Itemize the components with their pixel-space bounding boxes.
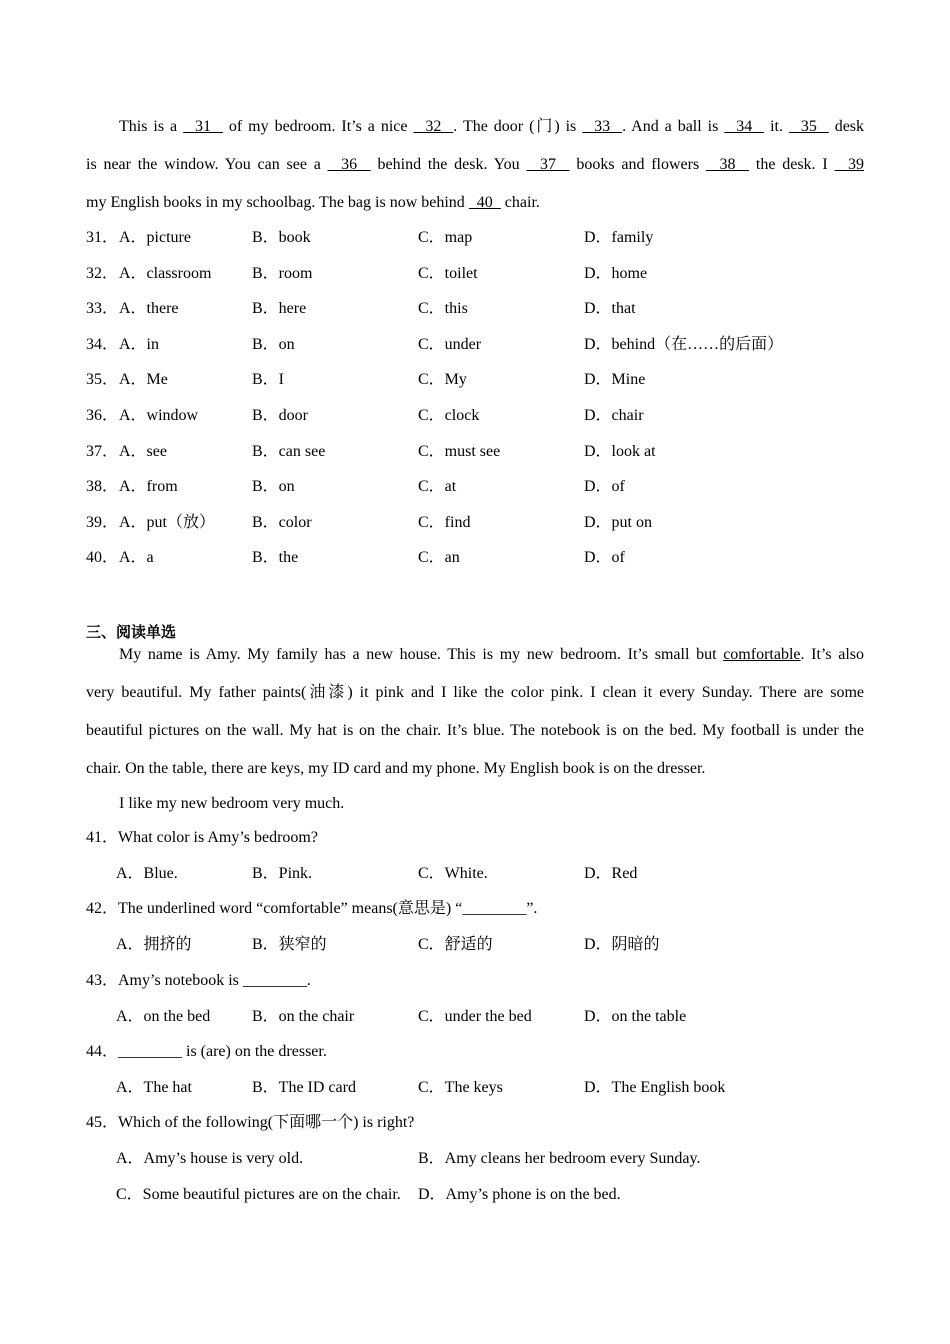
option-a[interactable]: A．see (119, 442, 167, 460)
option-d[interactable]: D．Red (584, 865, 638, 882)
blank-32: 32 (413, 118, 454, 135)
option-b[interactable]: B．Pink. (252, 865, 313, 882)
question-stem: 41．What color is Amy’s bedroom? (86, 829, 318, 846)
question-row (86, 297, 876, 321)
option-c[interactable]: C．My (418, 371, 467, 389)
text-segment: desk (828, 118, 865, 135)
cloze-line-1 (86, 108, 864, 146)
option-d[interactable]: D．home (584, 264, 648, 282)
text-segment: my English books in my schoolbag. The bag is now behind (86, 194, 469, 211)
question-row (86, 333, 876, 357)
option-a[interactable]: A．put（放） (119, 513, 216, 531)
question-row (86, 404, 876, 428)
question-number: 40． (86, 549, 119, 567)
option-d[interactable]: D．Mine (584, 371, 646, 389)
option-a[interactable]: A．The hat (116, 1079, 192, 1096)
option-a[interactable]: A．拥挤的 (116, 936, 192, 953)
question-number: 35． (86, 371, 119, 389)
option-b[interactable]: B．on the chair (252, 1008, 355, 1025)
option-b[interactable]: B．door (252, 407, 309, 424)
option-b[interactable]: B．can see (252, 442, 326, 460)
option-a[interactable]: A．classroom (119, 264, 212, 282)
option-b[interactable]: B．book (252, 229, 311, 246)
cloze-passage (86, 108, 864, 222)
reading-closing: I like my new bedroom very much. (119, 795, 345, 812)
option-c[interactable]: C．under the bed (418, 1008, 532, 1025)
text-segment: is near the window. You can see a (86, 156, 328, 173)
option-c[interactable]: C．The keys (418, 1079, 503, 1096)
option-d[interactable]: D．of (584, 478, 625, 496)
option-a[interactable]: A．Me (119, 371, 168, 389)
question-number: 39． (86, 513, 119, 531)
options-row (86, 1183, 876, 1207)
option-d[interactable]: D．Amy’s phone is on the bed. (418, 1185, 621, 1203)
text-segment: My name is Amy. My family has a new house. This is my new bedroom. It’s small but (119, 646, 724, 663)
option-b[interactable]: B．Amy cleans her bedroom every Sunday. (418, 1150, 701, 1167)
option-c[interactable]: C．must see (418, 442, 501, 460)
text-segment: the desk. I (749, 156, 835, 173)
options-row (86, 933, 876, 957)
question-stem: 42．The underlined word “comfortable” means(意思是) “________”. (86, 900, 538, 917)
text-segment: . And a ball is (622, 118, 725, 135)
question-stem: 45．Which of the following(下面哪一个) is right? (86, 1114, 415, 1131)
question-row (86, 511, 876, 535)
option-d[interactable]: D．on the table (584, 1008, 687, 1025)
option-c[interactable]: C．at (418, 478, 457, 496)
text-segment: it. (764, 118, 789, 135)
option-d[interactable]: D．The English book (584, 1079, 726, 1096)
blank-37: 37 (526, 156, 570, 173)
question-row (86, 262, 876, 286)
options-row (86, 1076, 876, 1100)
option-a[interactable]: A．in (119, 335, 160, 353)
option-d[interactable]: D．of (584, 549, 625, 567)
question-row (86, 475, 876, 499)
option-c[interactable]: C．find (418, 513, 471, 531)
question-number: 32． (86, 264, 119, 282)
option-d[interactable]: D．阴暗的 (584, 936, 660, 953)
question-number: 37． (86, 442, 119, 460)
reading-line-2: very beautiful. My father paints(油漆) it pink and I like the color pink. I clean it every Sunday. There are some (86, 684, 864, 701)
option-a[interactable]: A．picture (119, 229, 191, 246)
options-row (86, 1147, 876, 1171)
option-d[interactable]: D．behind（在……的后面） (584, 335, 784, 353)
option-b[interactable]: B．The ID card (252, 1079, 356, 1096)
option-a[interactable]: A．on the bed (116, 1008, 211, 1025)
cloze-line-2 (86, 146, 864, 184)
question-number: 34． (86, 335, 119, 353)
option-b[interactable]: B．the (252, 549, 299, 567)
text-segment: . It’s also (800, 646, 865, 663)
text-segment: books and flowers (569, 156, 706, 173)
option-a[interactable]: A．from (119, 478, 178, 496)
text-segment: . The door (门) is (453, 118, 583, 135)
question-number: 38． (86, 478, 119, 496)
option-d[interactable]: D．family (584, 229, 654, 246)
option-a[interactable]: A．there (119, 300, 179, 318)
option-a[interactable]: A．Blue. (116, 865, 178, 882)
blank-39: 39 (834, 156, 864, 173)
question-stem: 44．________ is (are) on the dresser. (86, 1043, 327, 1060)
blank-40: 40 (468, 194, 501, 211)
option-d[interactable]: D．look at (584, 442, 656, 460)
option-d[interactable]: D．put on (584, 513, 653, 531)
question-number: 36． (86, 407, 119, 424)
question-number: 31． (86, 229, 119, 246)
blank-35: 35 (788, 118, 829, 135)
reading-line-1 (86, 636, 864, 674)
option-c[interactable]: C．under (418, 335, 482, 353)
option-b[interactable]: B．on (252, 335, 295, 353)
text-segment: chair. (500, 194, 540, 211)
question-row (86, 368, 876, 392)
option-c[interactable]: C．clock (418, 407, 480, 424)
option-c[interactable]: C．舒适的 (418, 936, 493, 953)
option-b[interactable]: B．狭窄的 (252, 936, 327, 953)
blank-38: 38 (705, 156, 750, 173)
blank-34: 34 (724, 118, 765, 135)
option-a[interactable]: A．window (119, 407, 199, 424)
option-b[interactable]: B．color (252, 513, 312, 531)
option-c[interactable]: C．Some beautiful pictures are on the chair. (116, 1185, 401, 1203)
reading-line-4: chair. On the table, there are keys, my ID card and my phone. My English book is on the dresser. (86, 760, 706, 777)
option-b[interactable]: B．room (252, 264, 313, 282)
cloze-line-3 (86, 184, 864, 222)
text-segment: This is a (119, 118, 184, 135)
option-c[interactable]: C．White. (418, 865, 488, 882)
question-row (86, 226, 876, 250)
section-heading: 三、阅读单选 (86, 623, 177, 641)
question-number: 33． (86, 300, 119, 318)
question-stem: 43．Amy’s notebook is ________. (86, 972, 311, 989)
option-b[interactable]: B．here (252, 300, 307, 318)
text-segment: of my bedroom. It’s a nice (222, 118, 414, 135)
option-c[interactable]: C．this (418, 300, 468, 318)
options-row (86, 862, 876, 886)
option-d[interactable]: D．that (584, 300, 636, 318)
option-c[interactable]: C．an (418, 549, 460, 567)
option-d[interactable]: D．chair (584, 407, 644, 424)
blank-31: 31 (183, 118, 223, 135)
blank-33: 33 (582, 118, 623, 135)
option-c[interactable]: C．toilet (418, 264, 478, 282)
option-a[interactable]: A．Amy’s house is very old. (116, 1150, 304, 1167)
option-c[interactable]: C．map (418, 229, 473, 246)
options-row (86, 1005, 876, 1029)
option-a[interactable]: A．a (119, 549, 154, 567)
underlined-word: comfortable (723, 646, 801, 663)
text-segment: behind the desk. You (370, 156, 527, 173)
question-row (86, 546, 876, 570)
option-b[interactable]: B．I (252, 371, 285, 389)
blank-36: 36 (327, 156, 371, 173)
question-row (86, 440, 876, 464)
option-b[interactable]: B．on (252, 478, 295, 496)
reading-line-3: beautiful pictures on the wall. My hat is on the chair. It’s blue. The notebook is on the bed. My football is under the (86, 722, 864, 739)
reading-passage (86, 636, 864, 788)
